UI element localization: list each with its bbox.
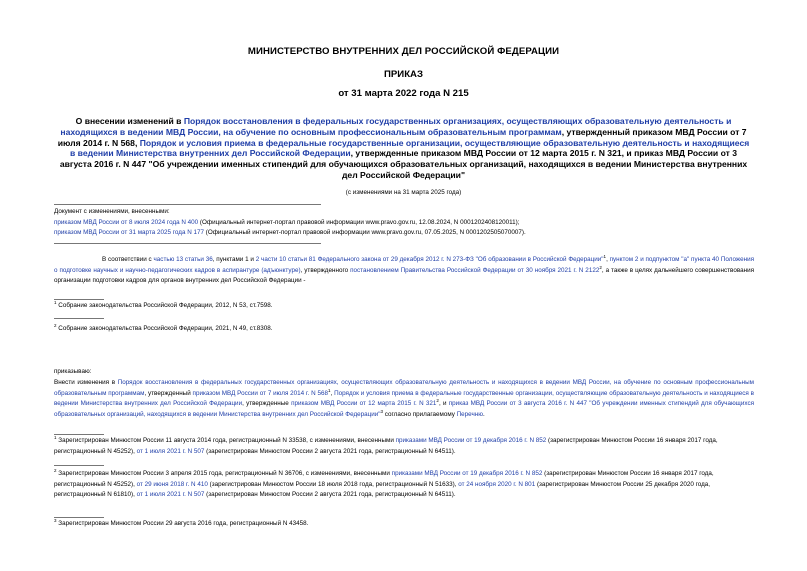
link-order-410[interactable]: от 29 июня 2018 г. N 410 (136, 480, 208, 488)
text: , а также в целях дальнейшего совершенствования организации подготовки кадров для органов внутренних дел Российской Федерации - (54, 266, 755, 285)
link-government-decree-2122[interactable]: постановлением Правительства Российской Федерации от 30 ноября 2021 г. N 2122 (350, 266, 600, 274)
document-type: ПРИКАЗ (384, 69, 423, 80)
link-admission-procedure[interactable]: Порядок и условия приема в федеральные государственные организации, осуществляющие образовательную деятельность и находящиеся в ведении Министерства внутренних дел Российской Федерации (54, 389, 754, 408)
footnote-text: (зарегистрирован Минюстом России 16 января 2017 года, регистрационный N 45252), (54, 470, 714, 488)
footnote-ref: 1 (328, 387, 331, 393)
changes-item (54, 218, 754, 229)
text: , утвержденный (144, 389, 193, 397)
link-order-321[interactable]: приказом МВД России от 12 марта 2015 г. N 321 (291, 400, 437, 408)
footnote-divider (54, 465, 104, 466)
text: , и (438, 400, 449, 408)
footnote (54, 301, 754, 312)
link-order-852[interactable]: приказами МВД России от 19 декабря 2016 г. N 852 (395, 437, 547, 444)
link-restoration-procedure[interactable]: Порядок восстановления в федеральных государственных организациях, осуществляющих образовательную деятельность и находящихся в ведении МВД России, на обучение по основным профессиональным образовательным программам (54, 379, 754, 397)
footnote-ref: 3 (380, 408, 384, 414)
footnote-text: (зарегистрирован Минюстом России 16 января 2017 года, регистрационный N 45252), (54, 437, 718, 455)
footnote-text: Собрание законодательства Российской Федерации, 2021, N 49, ст.8308. (58, 325, 273, 332)
footnote-text: (зарегистрирован Минюстом России 2 августа 2021 года, регистрационный N 64511). (204, 447, 456, 455)
link-art-36[interactable]: частью 13 статьи 36 (153, 256, 213, 263)
text: , (330, 389, 335, 397)
link-order-447[interactable]: приказ МВД России от 3 августа 2016 г. N 447 "Об учреждении именных стипендий для обучающихся образовательных организаций, находящихся в ведении Министерства внутренних дел Российской Федерации" (54, 400, 755, 418)
changes-label: Документ с изменениями, внесенными: (54, 208, 170, 215)
footnote-text: Собрание законодательства Российской Федерации, 2012, N 53, ст.7598. (58, 302, 273, 309)
text: В соответствии с (102, 256, 154, 263)
footnote-mark: 3 (54, 517, 57, 523)
link-federal-law-273[interactable]: 2 части 10 статьи 81 Федерального закона от 29 декабря 2012 г. N 273-ФЗ "Об образовании в Российской Федерации" (255, 256, 604, 263)
document-title (55, 116, 752, 181)
text: согласно прилагаемому (383, 410, 457, 418)
footnote-ref: 2 (436, 398, 439, 404)
title-text: О внесении изменений в (75, 116, 184, 126)
changes-link-order-400[interactable]: приказом МВД России от 8 июля 2024 года N 400 (54, 218, 199, 226)
text: Внести изменения в (54, 379, 118, 386)
footnote-divider (54, 318, 104, 319)
ministry-heading: МИНИСТЕРСТВО ВНУТРЕННИХ ДЕЛ РОССИЙСКОЙ ФЕДЕРАЦИИ (247, 46, 560, 57)
revision-date: (с изменениями на 31 марта 2025 года) (345, 189, 462, 196)
title-text: , утвержденный приказом МВД России от 7 июля 2014 г. N 568, (57, 126, 747, 148)
link-order-568[interactable]: приказом МВД России от 7 июля 2014 г. N 568 (192, 389, 328, 397)
document-date: от 31 марта 2022 года N 215 (338, 88, 469, 99)
changes-link-order-177[interactable]: приказом МВД России от 31 марта 2025 года N 177 (54, 229, 204, 236)
footnote-text: Зарегистрирован Минюстом России 3 апреля 2015 года, регистрационный N 36706, с изменениями, внесенными (58, 470, 392, 477)
link-order-507[interactable]: от 1 июля 2021 г. N 507 (136, 447, 205, 455)
footnote (54, 469, 754, 501)
footnote-ref: 2 (599, 264, 602, 270)
text: , пунктами 1 и (212, 256, 256, 263)
link-order-801[interactable]: от 24 ноября 2020 г. N 801 (458, 480, 536, 488)
changes-item-text: (Официальный интернет-портал правовой информации www.pravo.gov.ru, 07.05.2025, N 0001202505070007). (204, 229, 526, 236)
title-text: , утвержденные приказом МВД России от 12 марта 2015 г. N 321, и приказ МВД России от 3 августа 2016 г. N 447 "Об учреждении именных стипендий для обучающихся образовательных организаций, находящихся в ведении Министерства внутренних дел Российской Федерации" (59, 148, 748, 180)
changes-item-text: (Официальный интернет-портал правовой информации www.pravo.gov.ru, 12.08.2024, N 0001202408120011); (198, 218, 520, 226)
footnote-divider (54, 517, 104, 518)
footnote-divider (54, 299, 104, 300)
footnote-mark: 1 (54, 434, 57, 440)
footnote-ref: 1 (603, 253, 607, 259)
link-postgraduate-regulation[interactable]: пунктом 2 и подпунктом "а" пункта 40 Положения о подготовке научных и научно-педагогических кадров в аспирантуре (адъюнктуре) (54, 256, 755, 274)
divider (54, 243, 321, 244)
preamble-paragraph (54, 255, 754, 287)
changes-block (54, 207, 754, 239)
title-link-admission-procedure[interactable]: Порядок и условия приема в федеральные государственные организации, осуществляющие образовательную деятельность и находящиеся в ведении Министерства внутренних дел Российской Федерации (70, 137, 750, 159)
changes-item (54, 228, 754, 239)
order-word: приказываю: (54, 368, 92, 375)
footnote-mark: 2 (54, 467, 57, 473)
footnote-text: (зарегистрирован Минюстом России 18 июля 2018 года, регистрационный N 51633), (207, 480, 459, 488)
link-list[interactable]: Перечню (456, 410, 483, 418)
footnote-text: Зарегистрирован Минюстом России 29 августа 2016 года, регистрационный N 43458. (58, 520, 309, 527)
footnote-text: (зарегистрирован Минюстом России 2 августа 2021 года, регистрационный N 64511). (204, 491, 456, 498)
footnote (54, 324, 754, 335)
text: . (482, 410, 485, 418)
footnote (54, 519, 754, 530)
text: , утвержденные (242, 400, 292, 408)
link-order-852[interactable]: приказами МВД России от 19 декабря 2016 г. N 852 (391, 470, 543, 477)
footnote-divider (54, 434, 104, 435)
footnote-text: Зарегистрирован Минюстом России 11 августа 2014 года, регистрационный N 33538, с изменениями, внесенными (58, 437, 396, 444)
text: , утвержденного (300, 266, 351, 274)
text: , (606, 256, 610, 263)
title-link-restoration-procedure[interactable]: Порядок восстановления в федеральных государственных организациях, осуществляющих образовательную деятельность и находящихся в ведении МВД России, на обучение по основным профессиональным образовательным программам (60, 116, 732, 137)
footnote (54, 436, 754, 457)
divider (54, 204, 321, 205)
link-order-507[interactable]: от 1 июля 2021 г. N 507 (136, 491, 205, 498)
footnote-mark: 2 (54, 322, 57, 328)
footnote-text: (зарегистрирован Минюстом России 25 декабря 2020 года, регистрационный N 61810), (54, 480, 711, 498)
footnote-mark: 1 (54, 299, 57, 305)
body-paragraph (54, 378, 754, 420)
